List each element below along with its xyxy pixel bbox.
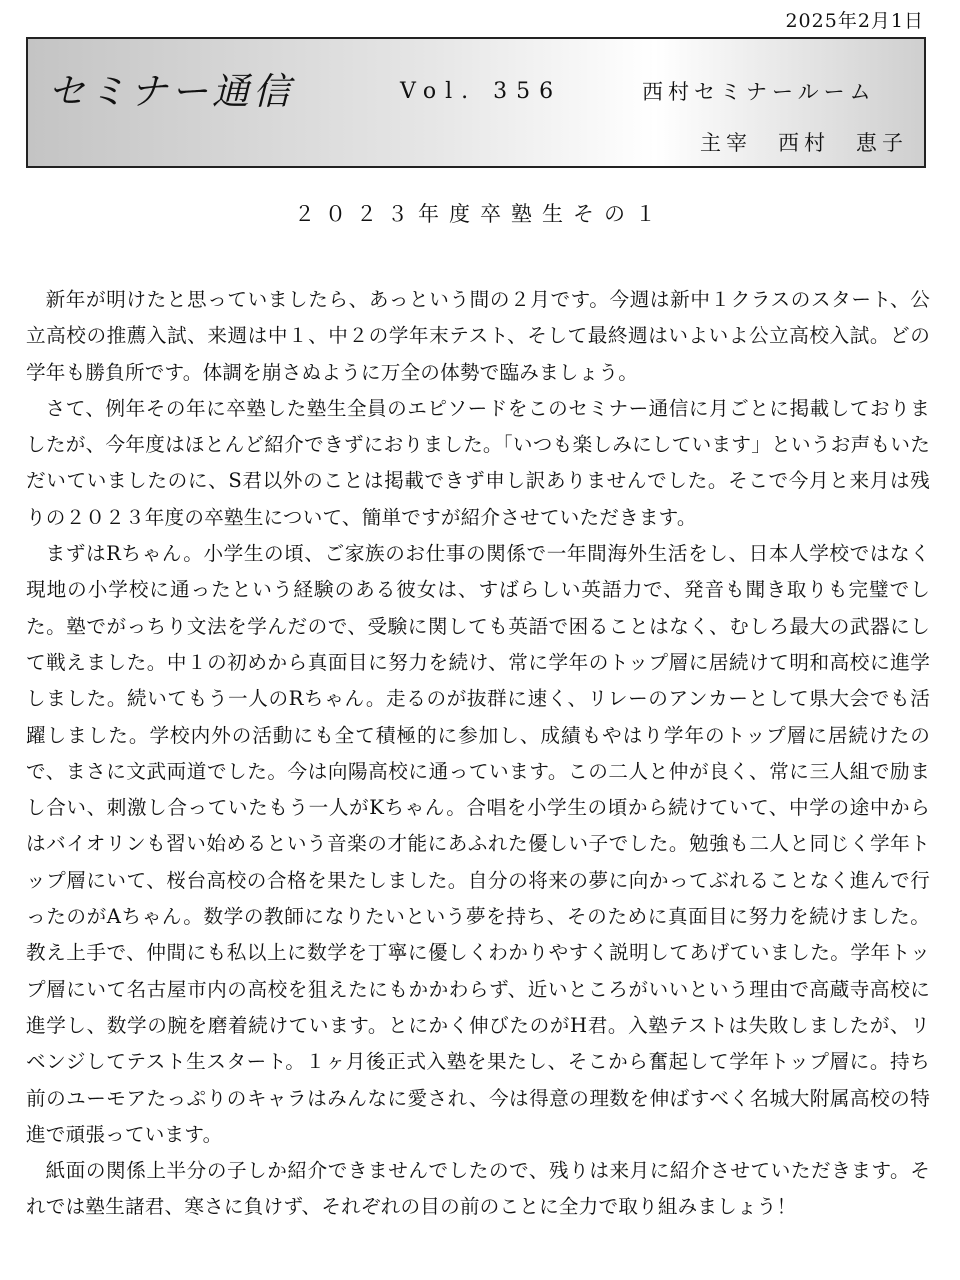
newsletter-title: セミナー通信 [48,70,294,113]
organization-name: 西村セミナールーム [642,80,876,104]
issue-date: 2025年2月1日 [785,10,924,32]
article-body [26,282,930,1226]
paragraph: 新年が明けたと思っていましたら、あっという間の２月です。今週は新中１クラスのスタート、公立高校の推薦入試、来週は中１、中２の学年末テスト、そして最終週はいよいよ公立高校入試。どの学年も勝負所です。体調を崩さぬように万全の体勢で臨みましょう。 [26,288,930,384]
paragraph: まずはRちゃん。小学生の頃、ご家族のお仕事の関係で一年間海外生活をし、日本人学校ではなく現地の小学校に通ったという経験のある彼女は、すばらしい英語力で、発音も聞き取りも完璧でした。塾でがっちり文法を学んだので、受験に関しても英語で困ることはなく、むしろ最大の武器にして戦えました。中１の初めから真面目に努力を続け、常に学年のトップ層に居続けて明和高校に進学しました。続いてもう一人のRちゃん。走るのが抜群に速く、リレーのアンカーとして県大会でも活躍しました。学校内外の活動にも全て積極的に参加し、成績もやはり学年のトップ層に居続けたので、まさに文武両道でした。今は向陽高校に通っています。この二人と仲が良く、常に三人組で励まし合い、刺激し合っていたもう一人がKちゃん。合唱を小学生の頃から続けていて、中学の途中からはバイオリンも習い始めるという音楽の才能にあふれた優しい子でした。勉強も二人と同じく学年トップ層にいて、桜台高校の合格を果たしました。自分の将来の夢に向かってぶれることなく進んで行ったのがAちゃん。数学の教師になりたいという夢を持ち、そのために真面目に努力を続けました。教え上手で、仲間にも私以上に数学を丁寧に優しくわかりやすく説明してあげていました。学年トップ層にいて名古屋市内の高校を狙えたにもかかわらず、近いところがいいという理由で高蔵寺高校に進学し、数学の腕を磨着続けています。とにかく伸びたのがH君。入塾テストは失敗しましたが、リベンジしてテスト生スタート。１ヶ月後正式入塾を果たし、そこから奮起して学年トップ層に。持ち前のユーモアたっぷりのキャラはみんなに愛され、今は得意の理数を伸ばすべく名城大附属高校の特進で頑張っています。 [26,542,930,1146]
paragraph: さて、例年その年に卒塾した塾生全員のエピソードをこのセミナー通信に月ごとに掲載しておりましたが、今年度はほとんど紹介できずにおりました。「いつも楽しみにしています」というお声もいただいていましたのに、S君以外のことは掲載できず申し訳ありませんでした。そこで今月と来月は残りの２０２３年度の卒塾生について、簡単ですが紹介させていただきます。 [26,396,930,529]
article-title: ２０２３年度卒塾生その１ [294,202,666,226]
host-name: 主宰 西村 恵子 [700,131,908,155]
paragraph: 紙面の関係上半分の子しか紹介できませんでしたので、残りは来月に紹介させていただきます。それでは塾生諸君、寒さに負けず、それぞれの目の前のことに全力で取り組みましょう！ [26,1159,930,1219]
newsletter-header [26,37,926,168]
volume-number: Vol. 356 [400,79,563,104]
